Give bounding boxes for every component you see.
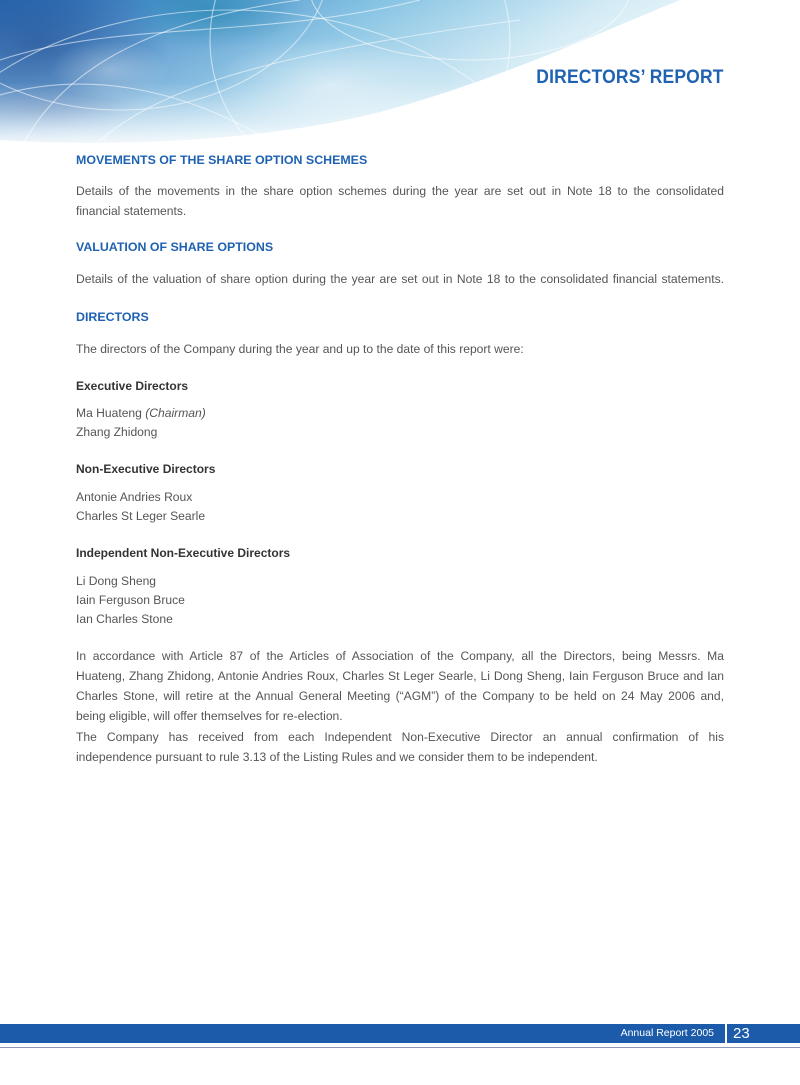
subheading-non-executive-directors: Non-Executive Directors xyxy=(76,462,216,476)
director-name-line xyxy=(76,423,724,442)
subheading-executive-directors: Executive Directors xyxy=(76,379,189,393)
subheading-independent-non-executive-directors: Independent Non-Executive Directors xyxy=(76,546,291,560)
page-title: DIRECTORS’ REPORT xyxy=(536,67,724,88)
paragraph-line: The Company has received from each Independent Non-Executive Director an annual confirmation of his xyxy=(76,730,724,744)
director-name-line xyxy=(76,488,724,507)
director-name-line xyxy=(76,610,724,629)
paragraph-line: being eligible, will offer themselves for re-election. xyxy=(76,709,343,723)
independent-directors-list xyxy=(76,572,724,629)
director-role: (Chairman) xyxy=(145,405,206,420)
paragraph-line: In accordance with Article 87 of the Articles of Association of the Company, all the Directors, being Messrs. Ma xyxy=(76,649,724,663)
director-name-line xyxy=(76,404,724,423)
section-heading-share-option-movements: MOVEMENTS OF THE SHARE OPTION SCHEMES xyxy=(76,153,368,167)
director-name-line xyxy=(76,572,724,591)
share-option-valuation-paragraph xyxy=(76,269,724,289)
section-heading-directors: DIRECTORS xyxy=(76,310,149,324)
page-number: 23 xyxy=(733,1025,750,1042)
paragraph-line: financial statements. xyxy=(76,204,187,218)
director-name: Ma Huateng xyxy=(76,405,142,420)
non-executive-directors-list xyxy=(76,488,724,526)
directors-intro-paragraph xyxy=(76,339,724,359)
director-name-line xyxy=(76,507,724,526)
section-heading-share-option-valuation: VALUATION OF SHARE OPTIONS xyxy=(76,240,274,254)
paragraph-line: Details of the valuation of share option during the year are set out in Note 18 to the consolidated financial statements. xyxy=(76,272,724,286)
footer-rule-line xyxy=(0,1047,800,1048)
director-name: Li Dong Sheng xyxy=(76,573,157,588)
retirement-paragraph xyxy=(76,646,724,726)
paragraph-line: The directors of the Company during the year and up to the date of this report were: xyxy=(76,342,524,356)
footer-publication-title: Annual Report 2005 xyxy=(620,1027,714,1039)
paragraph-line: Huateng, Zhang Zhidong, Antonie Andries Roux, Charles St Leger Searle, Li Dong Sheng, Iain Ferguson Bruce and Ian xyxy=(76,669,724,683)
share-option-movements-paragraph xyxy=(76,181,724,221)
paragraph-line: independence pursuant to rule 3.13 of the Listing Rules and we consider them to be independent. xyxy=(76,749,598,764)
director-name: Zhang Zhidong xyxy=(76,424,158,439)
director-name: Ian Charles Stone xyxy=(76,611,173,626)
executive-directors-list xyxy=(76,404,724,442)
paragraph-line: Charles Stone, will retire at the Annual General Meeting (“AGM”) of the Company to be held on 24 May 2006 and, xyxy=(76,689,724,703)
independence-paragraph xyxy=(76,728,724,767)
director-name-line xyxy=(76,591,724,610)
director-name: Charles St Leger Searle xyxy=(76,508,206,523)
director-name: Iain Ferguson Bruce xyxy=(76,592,185,607)
director-name: Antonie Andries Roux xyxy=(76,489,193,504)
footer-divider xyxy=(725,1020,727,1047)
paragraph-line: Details of the movements in the share option schemes during the year are set out in Note 18 to the consolidated xyxy=(76,184,724,198)
